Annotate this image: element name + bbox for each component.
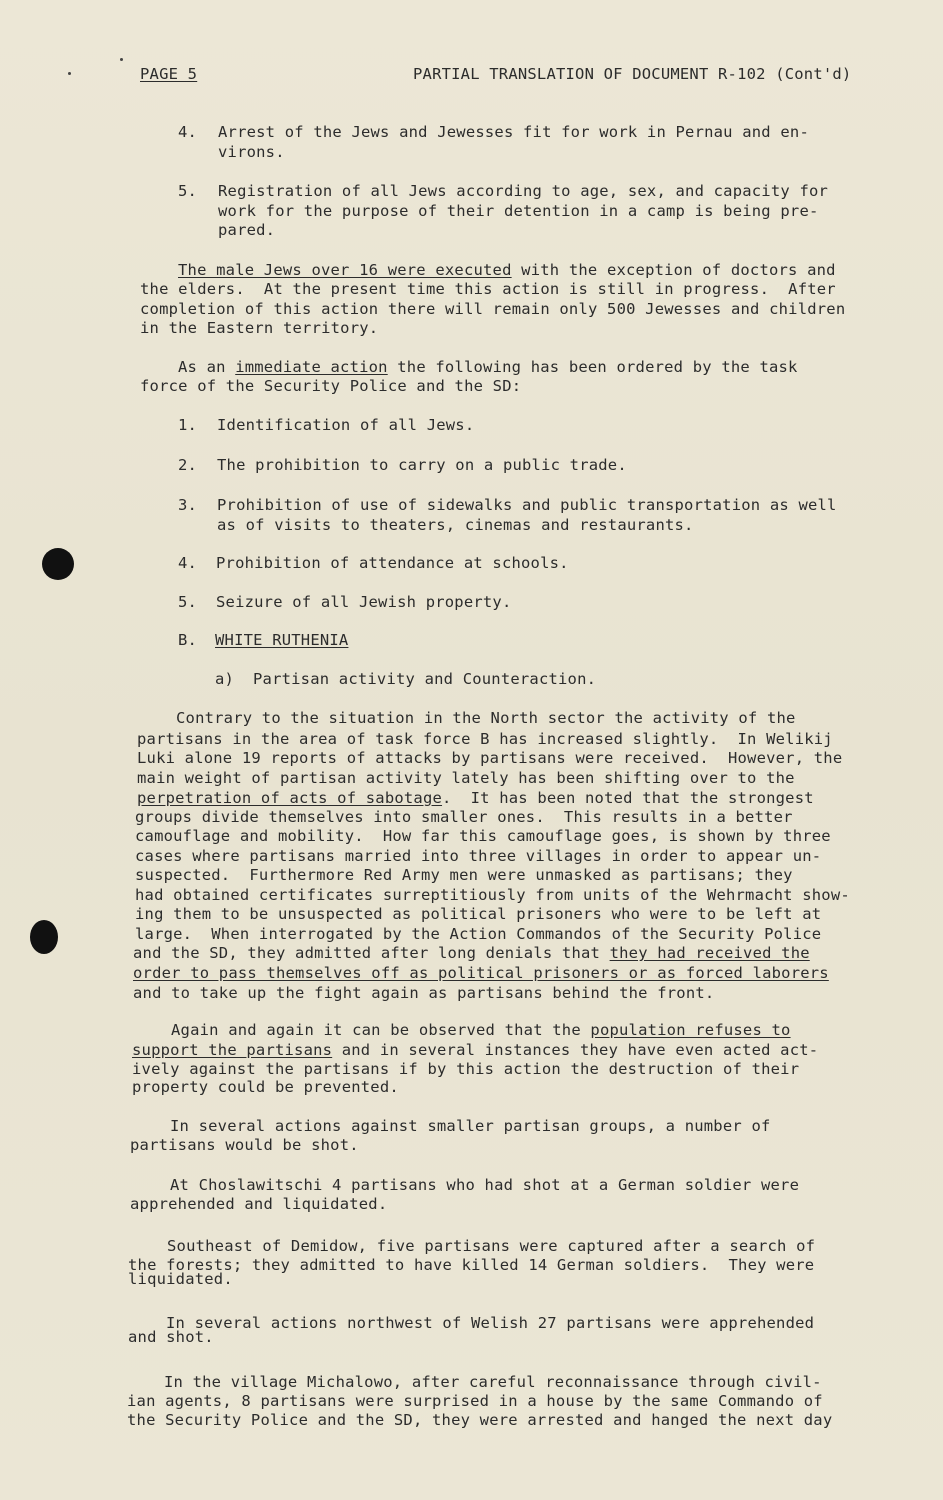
- paragraph-line: The male Jews over 16 were executed with the exception of doctors and: [178, 261, 836, 279]
- paragraph-line: ively against the partisans if by this action the destruction of their: [132, 1060, 800, 1078]
- paragraph-line: suspected. Furthermore Red Army men were unmasked as partisans; they: [135, 866, 793, 884]
- underlined-phrase: they had received the: [609, 944, 810, 962]
- item-number: 4.: [178, 123, 198, 141]
- ink-speck: [120, 58, 123, 61]
- page-number: PAGE 5: [140, 65, 198, 83]
- item-text-line: Registration of all Jews according to age, sex, and capacity for: [218, 182, 829, 200]
- order-text: as of visits to theaters, cinemas and restaurants.: [217, 516, 694, 534]
- item-text-line: work for the purpose of their detention in a camp is being pre-: [218, 202, 819, 220]
- item-number: 5.: [178, 182, 198, 200]
- order-number: 4.: [178, 554, 198, 572]
- order-text: Prohibition of use of sidewalks and public transportation as well: [217, 496, 837, 514]
- paragraph-line: property could be prevented.: [132, 1078, 399, 1096]
- paragraph-line: ing them to be unsuspected as political prisoners who were to be left at: [135, 905, 822, 923]
- paragraph-line: partisans would be shot.: [130, 1136, 359, 1154]
- underlined-phrase: population refuses to: [590, 1021, 791, 1039]
- paragraph-line: At Choslawitschi 4 partisans who had shot at a German soldier were: [170, 1176, 800, 1194]
- order-number: 3.: [178, 496, 198, 514]
- paragraph-line: In several actions against smaller partisan groups, a number of: [170, 1117, 771, 1135]
- punch-hole-lower: [30, 920, 58, 954]
- order-number: 5.: [178, 593, 198, 611]
- order-text: Identification of all Jews.: [217, 416, 475, 434]
- order-text: The prohibition to carry on a public trade.: [217, 456, 627, 474]
- paragraph-line: in the Eastern territory.: [140, 319, 379, 337]
- paragraph-line: In several actions northwest of Welish 27 partisans were apprehended: [166, 1314, 815, 1332]
- order-number: 2.: [178, 456, 198, 474]
- paragraph-line: In the village Michalowo, after careful reconnaissance through civil-: [164, 1373, 822, 1391]
- paragraph-line: groups divide themselves into smaller ones. This results in a better: [135, 808, 793, 826]
- paragraph-line: As an immediate action the following has been ordered by the task: [178, 358, 798, 376]
- paragraph-line: support the partisans and in several instances they have even acted act-: [132, 1041, 819, 1059]
- order-number: 1.: [178, 416, 198, 434]
- paragraph-line: and the SD, they admitted after long denials that they had received the: [133, 944, 810, 962]
- underlined-phrase: support the partisans: [132, 1041, 333, 1059]
- paragraph-line: liquidated.: [128, 1270, 233, 1288]
- ink-speck: [68, 72, 71, 75]
- paragraph-line: apprehended and liquidated.: [130, 1195, 388, 1213]
- paragraph-line: had obtained certificates surreptitiously from units of the Wehrmacht show-: [135, 886, 850, 904]
- paragraph-line: and shot.: [128, 1328, 214, 1346]
- paragraph-line: large. When interrogated by the Action Commandos of the Security Police: [135, 925, 822, 943]
- item-text-line: Arrest of the Jews and Jewesses fit for work in Pernau and en-: [218, 123, 809, 141]
- paragraph-line: completion of this action there will remain only 500 Jewesses and children: [140, 300, 846, 318]
- order-text: Prohibition of attendance at schools.: [216, 554, 569, 572]
- paragraph-line: ian agents, 8 partisans were surprised in a house by the same Commando of: [127, 1392, 823, 1410]
- paragraph-line: Luki alone 19 reports of attacks by partisans were received. However, the: [137, 749, 843, 767]
- paragraph-line: main weight of partisan activity lately has been shifting over to the: [137, 769, 795, 787]
- paragraph-line: Again and again it can be observed that the population refuses to: [171, 1021, 791, 1039]
- paragraph-line: partisans in the area of task force B has increased slightly. In Welikij: [137, 730, 833, 748]
- paragraph-line: Southeast of Demidow, five partisans were captured after a search of: [167, 1237, 816, 1255]
- section-title: WHITE RUTHENIA: [215, 631, 349, 649]
- underlined-phrase: immediate action: [235, 358, 388, 376]
- order-text: Seizure of all Jewish property.: [216, 593, 512, 611]
- paragraph-line: perpetration of acts of sabotage. It has been noted that the strongest: [137, 789, 814, 807]
- paragraph-line: the forests; they admitted to have killed 14 German soldiers. They were: [128, 1256, 815, 1274]
- punch-hole-upper: [42, 548, 74, 580]
- item-text-line: pared.: [218, 221, 276, 239]
- underlined-phrase: order to pass themselves off as political prisoners or as forced laborers: [133, 964, 829, 982]
- paragraph-line: force of the Security Police and the SD:: [140, 377, 522, 395]
- subsection-letter: a): [215, 670, 235, 688]
- subsection-title: Partisan activity and Counteraction.: [253, 670, 597, 688]
- paragraph-line: and to take up the fight again as partisans behind the front.: [133, 984, 715, 1002]
- paragraph-line: the Security Police and the SD, they were arrested and hanged the next day: [127, 1411, 833, 1429]
- paragraph-line: camouflage and mobility. How far this camouflage goes, is shown by three: [135, 827, 831, 845]
- underlined-phrase: perpetration of acts of sabotage: [137, 789, 443, 807]
- underlined-phrase: The male Jews over 16 were executed: [178, 261, 512, 279]
- item-text-line: virons.: [218, 143, 285, 161]
- paragraph-line: Contrary to the situation in the North sector the activity of the: [176, 709, 796, 727]
- paragraph-line: the elders. At the present time this action is still in progress. After: [140, 280, 836, 298]
- document-title: PARTIAL TRANSLATION OF DOCUMENT R-102 (Cont'd): [413, 65, 852, 83]
- section-letter: B.: [178, 631, 198, 649]
- paragraph-line: cases where partisans married into three villages in order to appear un-: [135, 847, 822, 865]
